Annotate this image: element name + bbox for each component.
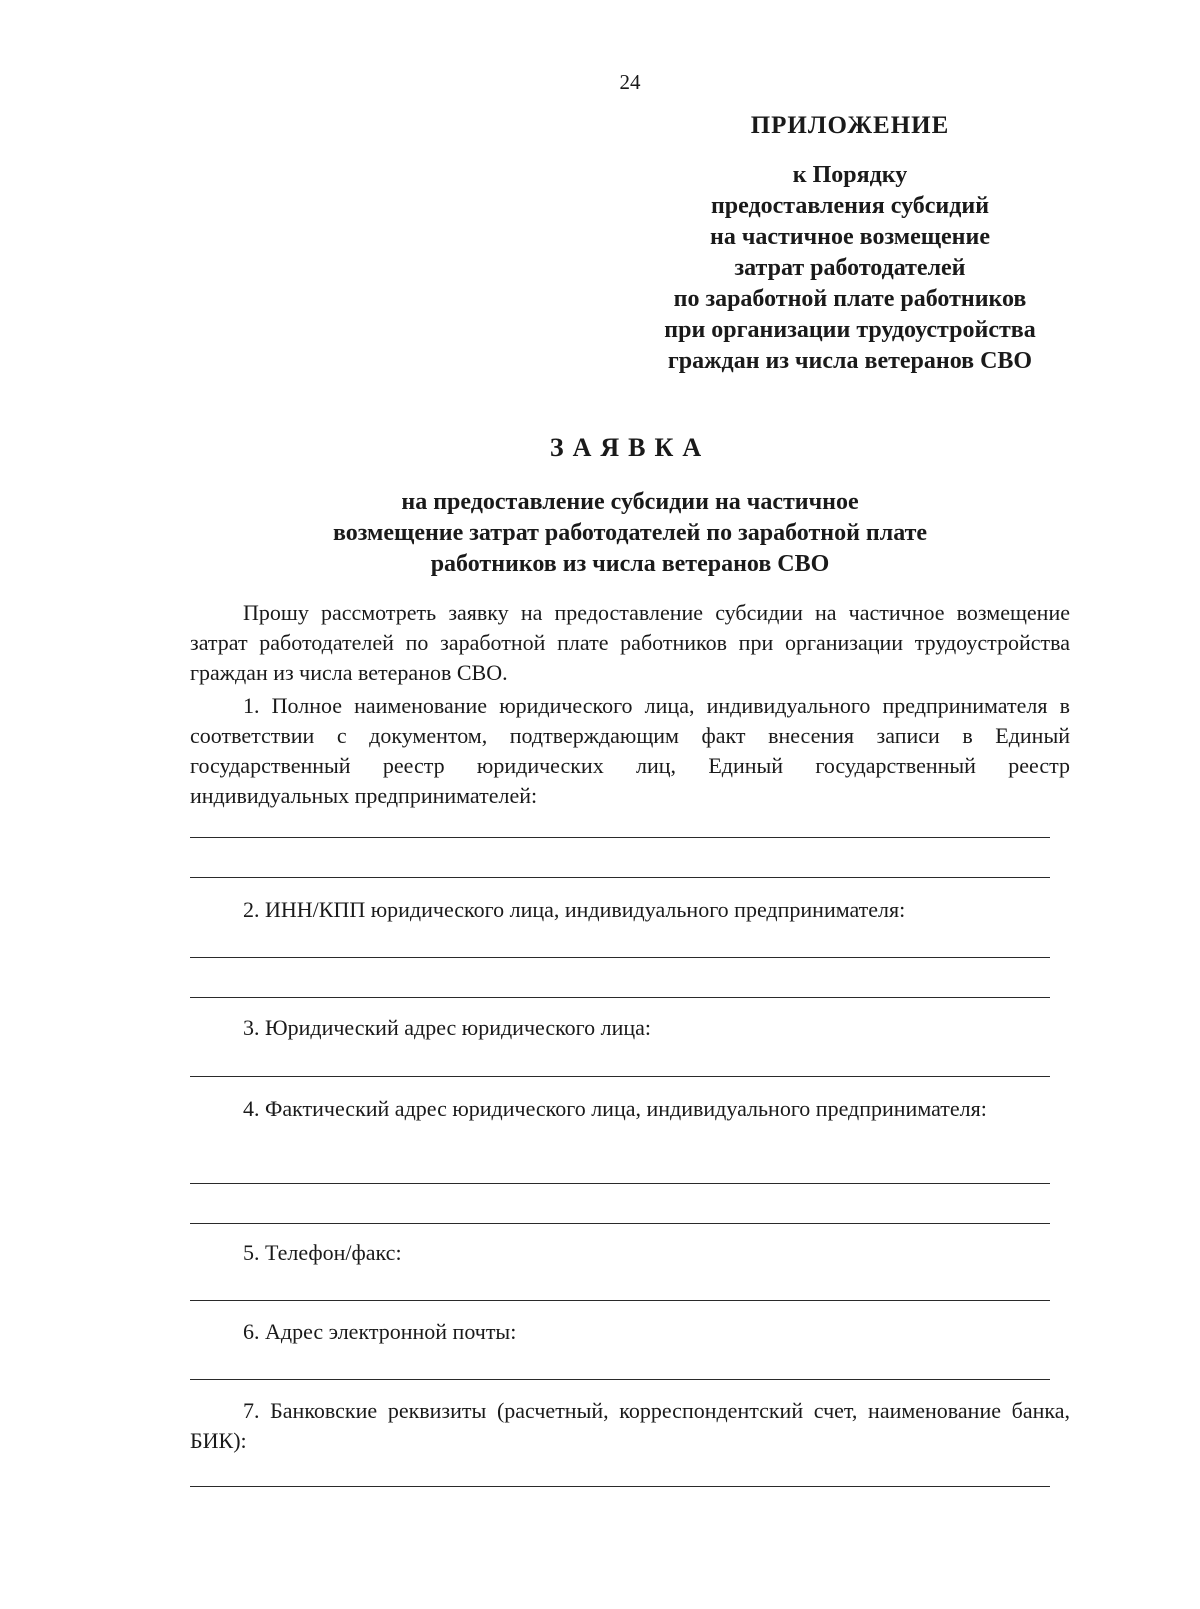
- appendix-line: при организации трудоустройства: [664, 317, 1036, 343]
- subtitle-line: на предоставление субсидии на частичное: [401, 489, 859, 515]
- appendix-line: затрат работодателей: [734, 255, 966, 281]
- fill-line-email[interactable]: [190, 1379, 1050, 1380]
- appendix-line: к Порядку: [792, 162, 908, 188]
- fill-line-actual-address[interactable]: [190, 1183, 1050, 1184]
- appendix-line: по заработной плате работников: [673, 286, 1027, 312]
- fill-line-legal-address[interactable]: [190, 1076, 1050, 1077]
- fill-line-inn-kpp[interactable]: [190, 957, 1050, 958]
- field-label-inn-kpp: 2. ИНН/КПП юридического лица, индивидуального предпринимателя:: [243, 897, 906, 922]
- subtitle-line: работников из числа ветеранов СВО: [430, 551, 830, 577]
- field-label-actual-address: 4. Фактический адрес юридического лица, индивидуального предпринимателя:: [243, 1096, 987, 1121]
- fill-line-company-name[interactable]: [190, 837, 1050, 838]
- appendix-line: предоставления субсидий: [710, 193, 990, 219]
- subtitle-line: возмещение затрат работодателей по заработной плате: [332, 520, 928, 546]
- fill-line-bank-details[interactable]: [190, 1486, 1050, 1487]
- page-number: 24: [619, 70, 641, 94]
- appendix-line: на частичное возмещение: [710, 224, 990, 250]
- appendix-lines: [630, 160, 1070, 377]
- fill-line-company-name[interactable]: [190, 877, 1050, 878]
- appendix-line: граждан из числа ветеранов СВО: [667, 348, 1033, 374]
- appendix-title: ПРИЛОЖЕНИЕ: [750, 112, 950, 139]
- field-label-bank-details: 7. Банковские реквизиты (расчетный, корреспондентский счет, наименование банка, БИК):: [190, 1398, 1070, 1453]
- field-label-phone-fax: 5. Телефон/факс:: [243, 1240, 402, 1265]
- document-title: ЗАЯВКА: [549, 433, 711, 462]
- field-label-legal-address: 3. Юридический адрес юридического лица:: [243, 1015, 652, 1040]
- field-label-company-name: 1. Полное наименование юридического лица, индивидуального предпринимателя в соответствии с документом, подтверждающим факт внесения записи в Единый государственный реестр юридических лиц, Единый государственный реестр индивидуальных предпринимателей:: [190, 693, 1070, 808]
- document-subtitle: [190, 487, 1070, 580]
- field-label-email: 6. Адрес электронной почты:: [243, 1319, 517, 1344]
- fill-line-inn-kpp[interactable]: [190, 997, 1050, 998]
- fill-line-phone-fax[interactable]: [190, 1300, 1050, 1301]
- fill-line-actual-address[interactable]: [190, 1223, 1050, 1224]
- intro-paragraph: Прошу рассмотреть заявку на предоставление субсидии на частичное возмещение затрат работодателей по заработной плате работников при организации трудоустройства граждан из числа ветеранов СВО.: [190, 600, 1070, 685]
- appendix-header: [630, 112, 1070, 377]
